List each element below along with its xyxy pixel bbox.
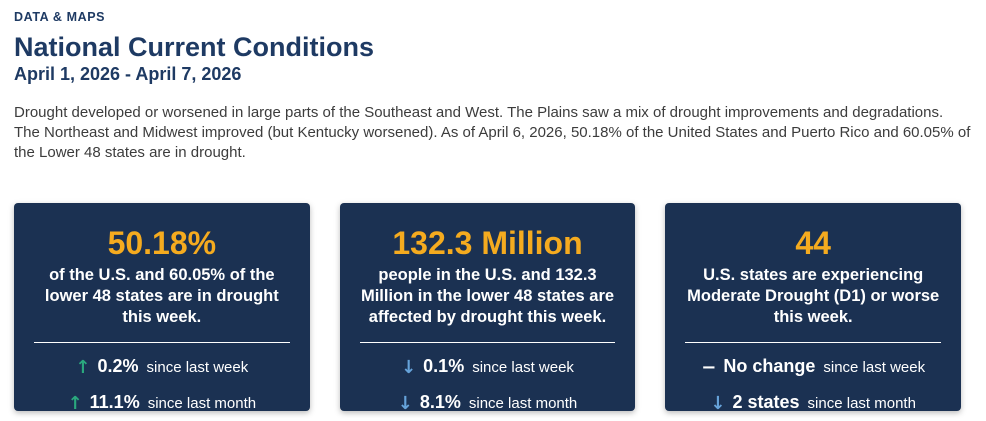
stat-value: 44 [795, 225, 831, 261]
page-header [14, 10, 972, 85]
change-row [32, 355, 292, 379]
stat-card-states-in-drought [665, 203, 961, 414]
stat-description: U.S. states are experiencing Moderate Drought (D1) or worse this week. [687, 266, 940, 326]
change-row [358, 391, 618, 415]
stat-description: of the U.S. and 60.05% of the lower 48 states are in drought this week. [44, 266, 279, 326]
change-row [32, 391, 292, 415]
change-period: since last week [146, 359, 249, 376]
stat-description: people in the U.S. and 132.3 Million in the lower 48 states are affected by drought this week. [360, 266, 615, 326]
summary-paragraph: Drought developed or worsened in large parts of the Southeast and West. The Plains saw a mix of drought improvements and degradations. The Northeast and Midwest improved (but Kentucky worsened). As of April 6, 2026, 50.18% of the United States and Puerto Rico and 60.05% of the Lower 48 states are in drought. [14, 104, 971, 161]
change-list [32, 355, 292, 415]
change-row [683, 355, 943, 379]
change-value: 8.1% [419, 392, 461, 412]
card-divider [360, 342, 616, 343]
change-list [358, 355, 618, 415]
stat-card-us-drought-percent [14, 203, 310, 414]
change-period: since last week [823, 359, 926, 376]
down-arrow-icon: ↓ [401, 357, 417, 378]
date-range: April 1, 2026 - April 7, 2026 [14, 64, 242, 84]
stat-value: 50.18% [107, 225, 217, 261]
change-value: 0.2% [97, 356, 139, 376]
breadcrumb-eyebrow: DATA & MAPS [14, 10, 106, 24]
change-row [683, 391, 943, 415]
up-arrow-icon: ↑ [67, 393, 83, 414]
change-value: 0.1% [423, 356, 465, 376]
down-arrow-icon: ↓ [397, 393, 413, 414]
change-value: 11.1% [89, 392, 140, 412]
change-period: since last month [147, 395, 257, 412]
change-period: since last week [472, 359, 574, 376]
stat-cards-row [14, 203, 972, 414]
card-divider [685, 342, 941, 343]
change-value: 2 states [732, 392, 800, 412]
change-period: since last month [468, 395, 578, 412]
stat-value: 132.3 Million [392, 225, 583, 261]
change-period: since last month [807, 395, 916, 412]
page-title: National Current Conditions [14, 32, 374, 62]
change-list [683, 355, 943, 415]
card-divider [34, 342, 290, 343]
no-change-icon: − [701, 357, 717, 378]
up-arrow-icon: ↑ [75, 357, 91, 378]
change-value: No change [723, 356, 816, 376]
stat-card-population-affected [340, 203, 636, 414]
down-arrow-icon: ↓ [710, 393, 726, 414]
change-row [358, 355, 618, 379]
